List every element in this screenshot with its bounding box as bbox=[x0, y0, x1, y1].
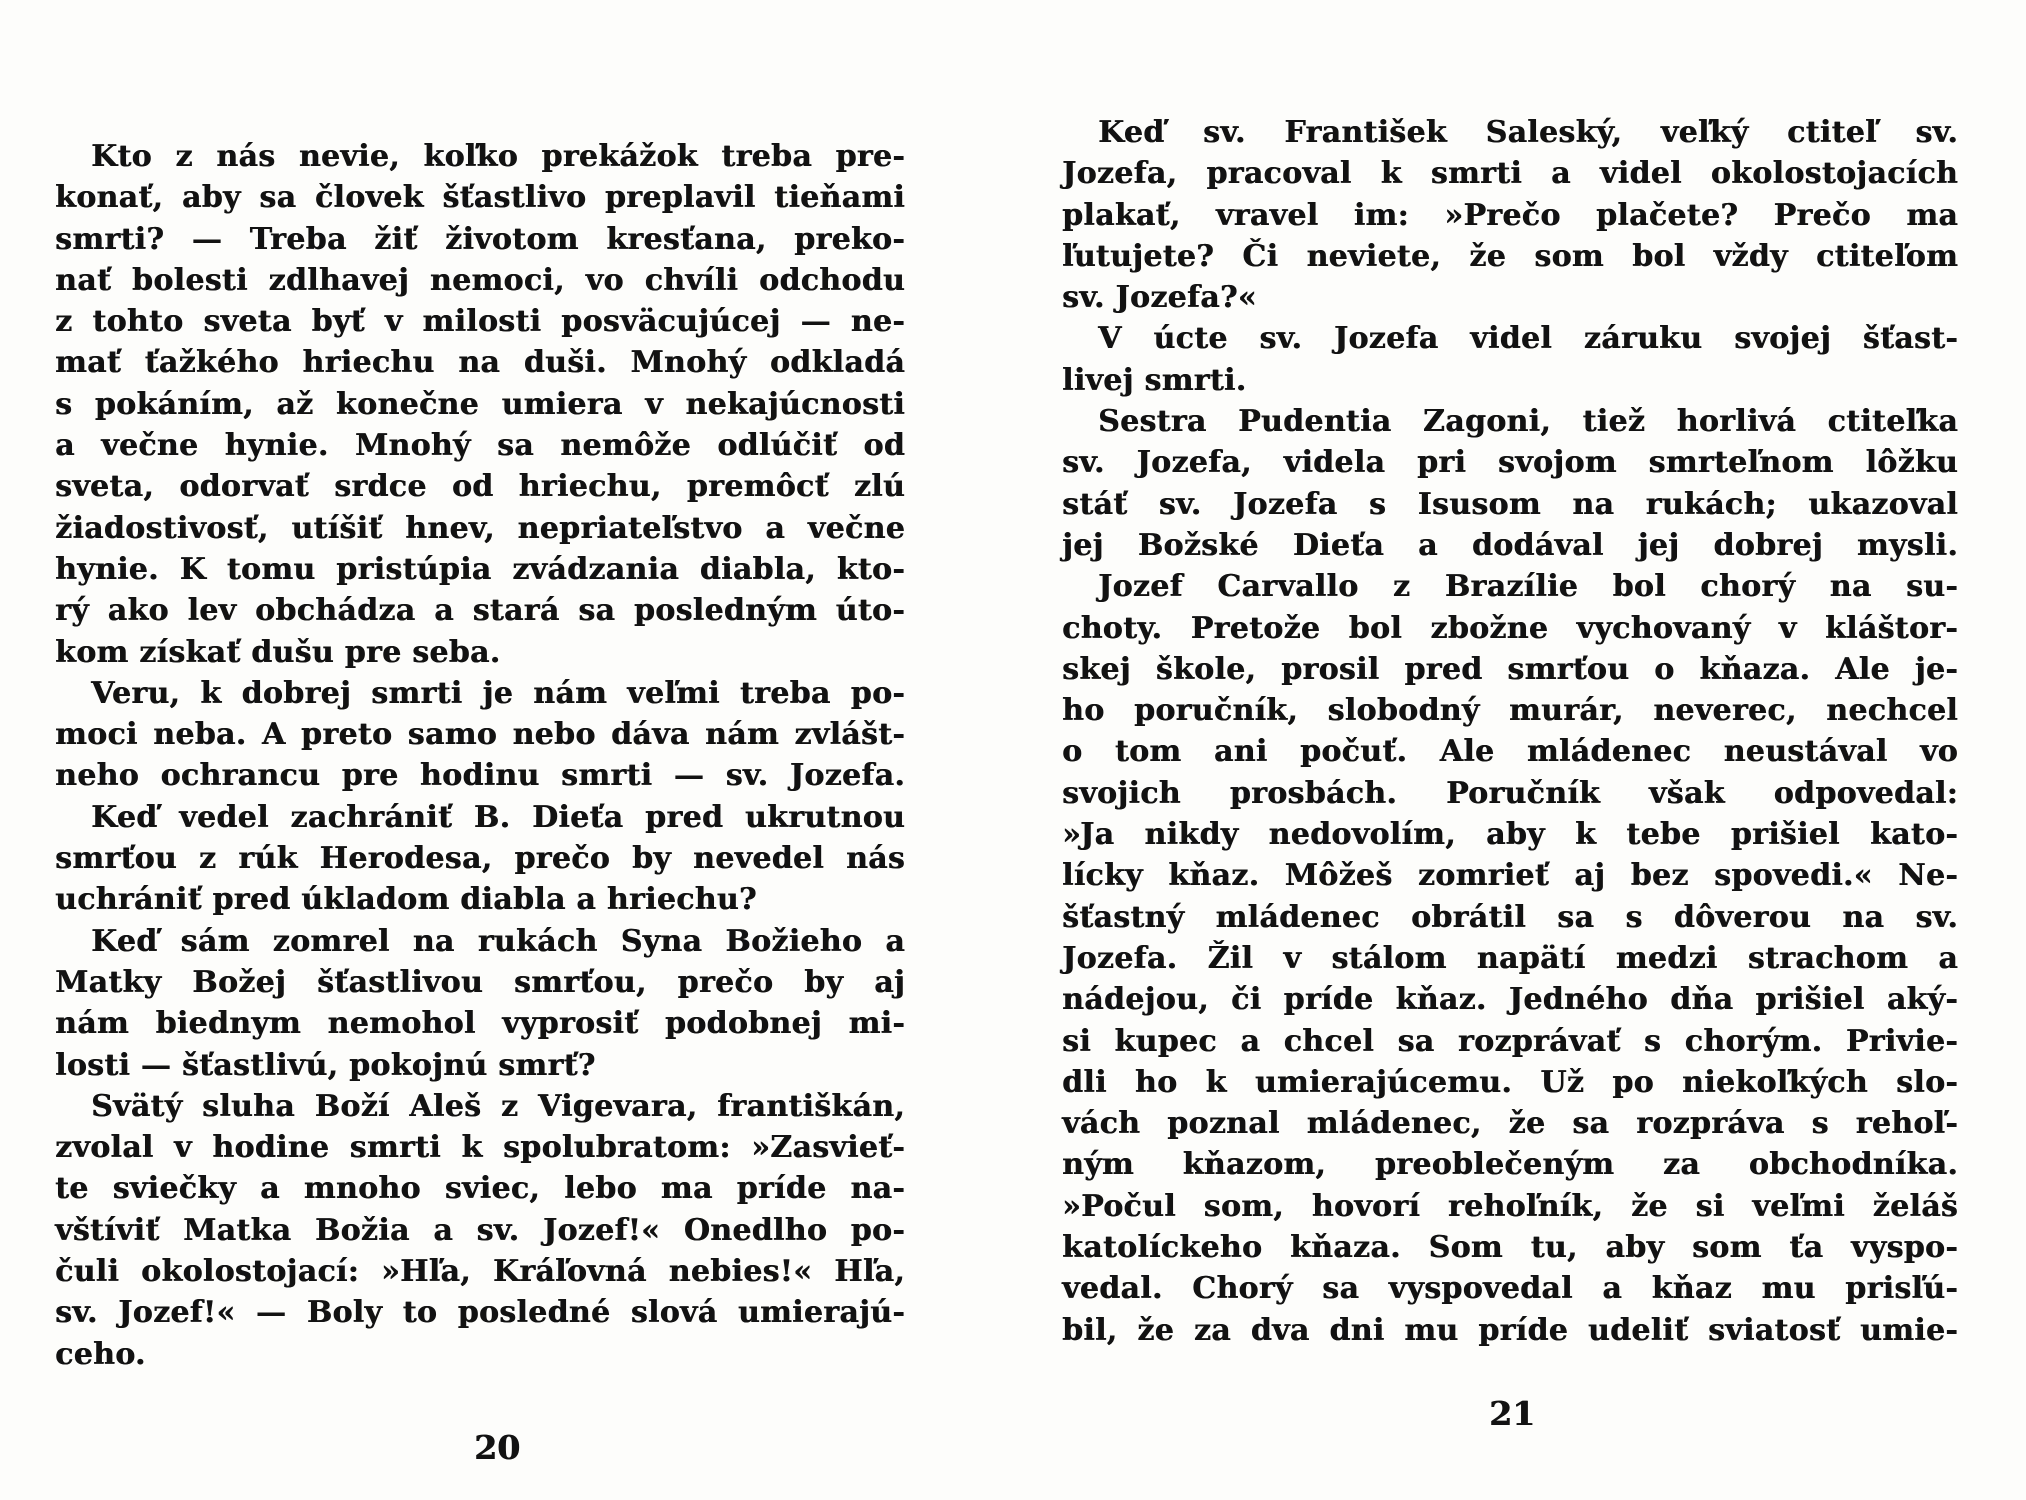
text-line: žiadostivosť, utíšiť hnev, nepriateľstvo a večne bbox=[55, 510, 905, 546]
text-line: nádejou, či príde kňaz. Jedného dňa prišiel aký- bbox=[1062, 982, 1958, 1018]
text-line: Matky Božej šťastlivou smrťou, prečo by aj bbox=[55, 964, 905, 1000]
paragraph bbox=[55, 1086, 905, 1375]
text-line: livej smrti. bbox=[1062, 362, 1247, 398]
text-line: Veru, k dobrej smrti je nám veľmi treba po- bbox=[91, 675, 905, 711]
text-line: Keď sv. František Saleský, veľký ctiteľ sv. bbox=[1098, 115, 1958, 150]
text-line: jej Božské Dieťa a dodával jej dobrej mysli. bbox=[1062, 527, 1958, 563]
paragraph bbox=[1062, 401, 1958, 566]
text-line: choty. Pretože bol zbožne vychovaný v kláštor- bbox=[1062, 610, 1958, 646]
text-line: z tohto sveta byť v milosti posväcujúcej — ne- bbox=[55, 304, 905, 340]
text-line: Jozefa, pracoval k smrti a videl okolostojacích bbox=[1062, 156, 1958, 192]
text-line: nám biednym nemohol vyprosiť podobnej mi- bbox=[55, 1006, 905, 1042]
text-line: sv. Jozefa?« bbox=[1062, 280, 1257, 316]
text-line: vách poznal mládenec, že sa rozpráva s rehoľ- bbox=[1062, 1106, 1958, 1142]
paragraph bbox=[55, 136, 905, 673]
text-line: V úcte sv. Jozefa videl záruku svojej šťast- bbox=[1098, 321, 1958, 357]
text-line: »Ja nikdy nedovolím, aby k tebe prišiel kato- bbox=[1062, 817, 1958, 853]
paragraph bbox=[1062, 318, 1958, 401]
text-line: konať, aby sa človek šťastlivo preplavil tieňami bbox=[55, 180, 905, 216]
text-line: Sestra Pudentia Zagoni, tiež horlivá ctiteľka bbox=[1098, 404, 1958, 440]
text-line: vštíviť Matka Božia a sv. Jozef!« Onedlho po- bbox=[55, 1212, 905, 1248]
page-20-text-column bbox=[55, 136, 905, 1375]
text-line: kom získať dušu pre seba. bbox=[55, 634, 501, 670]
paragraph bbox=[55, 797, 905, 921]
text-line: bil, že za dva dni mu príde udeliť sviatosť umie- bbox=[1062, 1312, 1958, 1348]
text-line: smrti? — Treba žiť životom kresťana, preko- bbox=[55, 221, 905, 257]
page-number-left: 20 bbox=[474, 1428, 520, 1467]
paragraph bbox=[1062, 566, 1958, 1351]
text-line: rý ako lev obchádza a stará sa posledným úto- bbox=[55, 593, 905, 629]
text-line: moci neba. A preto samo nebo dáva nám zvlášt- bbox=[55, 717, 905, 753]
text-line: sveta, odorvať srdce od hriechu, premôcť zlú bbox=[55, 469, 905, 505]
text-line: vedal. Chorý sa vyspovedal a kňaz mu prisľú- bbox=[1062, 1271, 1958, 1307]
text-line: stáť sv. Jozefa s Isusom na rukách; ukazoval bbox=[1062, 486, 1958, 522]
text-line: skej škole, prosil pred smrťou o kňaza. Ale je- bbox=[1062, 651, 1958, 687]
text-line: s pokáním, až konečne umiera v nekajúcnosti bbox=[55, 386, 905, 422]
text-line: Keď sám zomrel na rukách Syna Božieho a bbox=[91, 923, 905, 959]
text-line: hynie. K tomu pristúpia zvádzania diabla, kto- bbox=[55, 551, 905, 587]
text-line: o tom ani počuť. Ale mládenec neustával vo bbox=[1062, 734, 1958, 770]
text-line: čuli okolostojací: »Hľa, Kráľovná nebies!« Hľa, bbox=[55, 1254, 905, 1290]
text-line: te sviečky a mnoho sviec, lebo ma príde na- bbox=[55, 1171, 905, 1207]
text-line: »Počul som, hovorí rehoľník, že si veľmi želáš bbox=[1062, 1188, 1958, 1224]
text-line: ceho. bbox=[55, 1336, 146, 1372]
text-line: Svätý sluha Boží Aleš z Vigevara, františkán, bbox=[91, 1088, 905, 1124]
text-line: plakať, vravel im: »Prečo plačete? Prečo ma bbox=[1062, 197, 1958, 233]
text-line: ným kňazom, preoblečeným za obchodníka. bbox=[1062, 1147, 1958, 1183]
paragraph bbox=[55, 921, 905, 1086]
page-number-right: 21 bbox=[1489, 1394, 1535, 1433]
text-line: Keď vedel zachrániť B. Dieťa pred ukrutnou bbox=[91, 799, 905, 835]
text-line: ľutujete? Či neviete, že som bol vždy ctiteľom bbox=[1062, 238, 1958, 274]
page-21-text-column bbox=[1062, 112, 1958, 1351]
text-line: si kupec a chcel sa rozprávať s chorým. Privie- bbox=[1062, 1023, 1958, 1059]
text-line: svojich prosbách. Poručník však odpovedal: bbox=[1062, 775, 1958, 811]
text-line: smrťou z rúk Herodesa, prečo by nevedel nás bbox=[55, 841, 905, 877]
text-line: mať ťažkého hriechu na duši. Mnohý odkladá bbox=[55, 345, 905, 381]
text-line: zvolal v hodine smrti k spolubratom: »Zasvieť- bbox=[55, 1130, 905, 1166]
text-line: lícky kňaz. Môžeš zomrieť aj bez spovedi.« Ne- bbox=[1062, 858, 1958, 894]
text-line: Jozefa. Žil v stálom napätí medzi strachom a bbox=[1062, 940, 1958, 976]
text-line: Jozef Carvallo z Brazílie bol chorý na su- bbox=[1098, 569, 1958, 605]
paragraph bbox=[1062, 112, 1958, 318]
text-line: nať bolesti zdlhavej nemoci, vo chvíli odchodu bbox=[55, 262, 905, 298]
text-line: katolíckeho kňaza. Som tu, aby som ťa vyspo- bbox=[1062, 1230, 1958, 1266]
text-line: a večne hynie. Mnohý sa nemôže odlúčiť od bbox=[55, 428, 905, 464]
text-line: uchrániť pred úkladom diabla a hriechu? bbox=[55, 882, 757, 918]
paragraph bbox=[55, 673, 905, 797]
text-line: ho poručník, slobodný murár, neverec, nechcel bbox=[1062, 693, 1958, 729]
text-line: neho ochrancu pre hodinu smrti — sv. Jozefa. bbox=[55, 758, 905, 794]
text-line: sv. Jozef!« — Boly to posledné slová umierajú- bbox=[55, 1295, 905, 1331]
text-line: losti — šťastlivú, pokojnú smrť? bbox=[55, 1047, 596, 1083]
text-line: dli ho k umierajúcemu. Už po niekoľkých slo- bbox=[1062, 1064, 1958, 1100]
text-line: sv. Jozefa, videla pri svojom smrteľnom lôžku bbox=[1062, 445, 1958, 481]
text-line: Kto z nás nevie, koľko prekážok treba pre- bbox=[91, 139, 905, 174]
text-line: šťastný mládenec obrátil sa s dôverou na sv. bbox=[1062, 899, 1958, 935]
